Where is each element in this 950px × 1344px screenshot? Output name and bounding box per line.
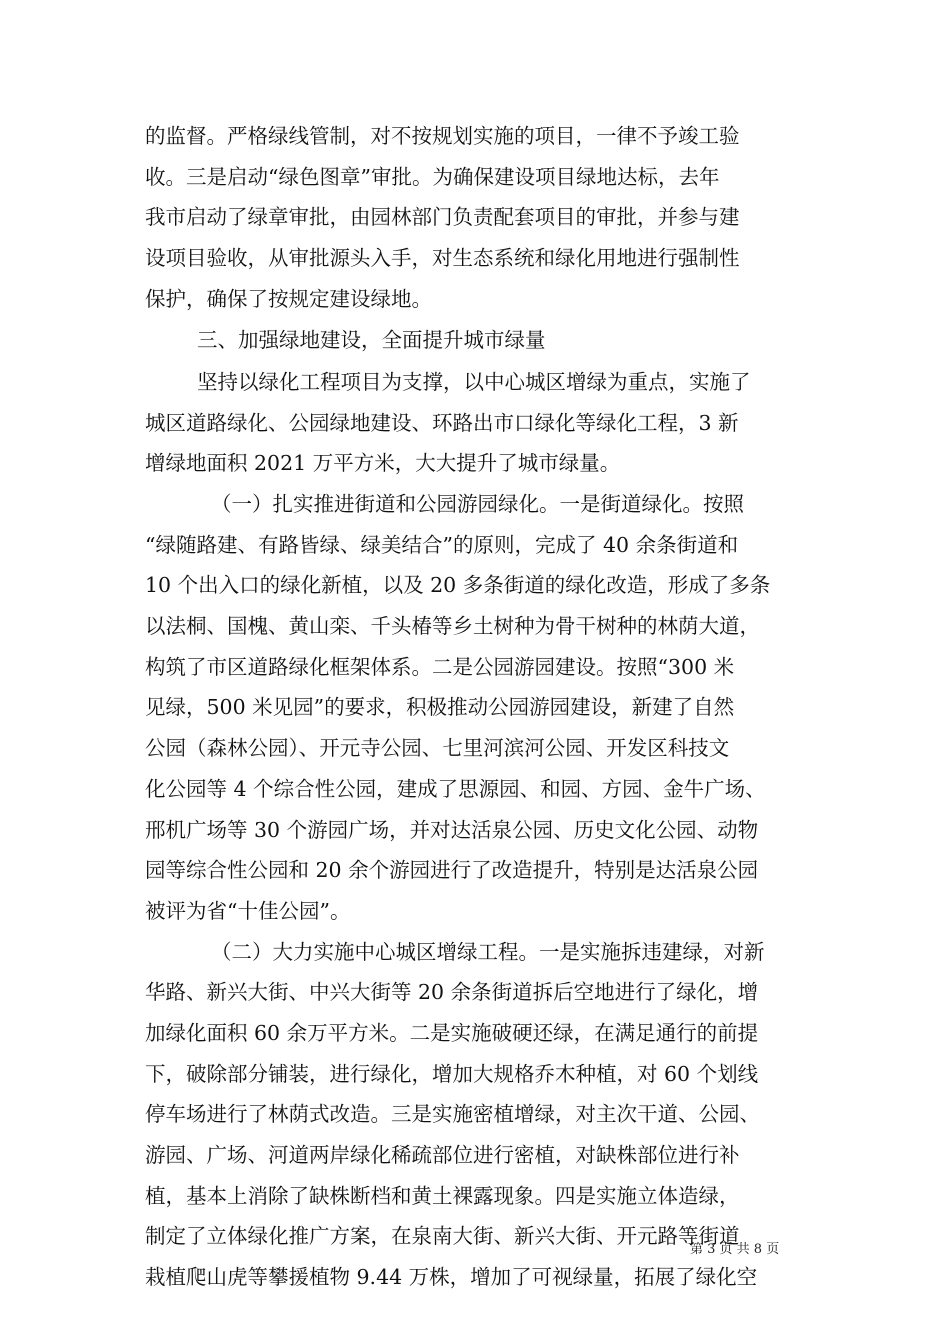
text-line: 我市启动了绿章审批，由园林部门负责配套项目的审批，并参与建 (145, 205, 740, 230)
text-line: 游园、广场、河道两岸绿化稀疏部位进行密植，对缺株部位进行补 (145, 1143, 740, 1167)
text-line: 以法桐、国槐、黄山栾、千头椿等乡土树种为骨干树种的林荫大道， (145, 614, 760, 639)
text-line: 化公园等 4 个综合性公园，建成了思源园、和园、方园、金牛广场、 (145, 776, 766, 801)
subsection-heading-line: （二）大力实施中心城区增绿工程。一是实施拆违建绿，对新 (211, 939, 765, 964)
text-line: 被评为省“十佳公园”。 (145, 898, 351, 923)
document-body (145, 116, 810, 1298)
text-line: 增绿地面积 2021 万平方米，大大提升了城市绿量。 (145, 451, 621, 476)
text-line: “绿随路建、有路皆绿、绿美结合”的原则，完成了 40 余条街道和 (145, 532, 739, 557)
text-line: 制定了立体绿化推广方案，在泉南大街、新兴大街、开元路等街道 (145, 1224, 740, 1249)
text-line: 停车场进行了林荫式改造。三是实施密植增绿，对主次干道、公园、 (145, 1102, 760, 1127)
text-line: 坚持以绿化工程项目为支撑，以中心城区增绿为重点，实施了 (197, 369, 751, 394)
text-line: 植，基本上消除了缺株断档和黄土裸露现象。四是实施立体造绿， (145, 1183, 740, 1208)
text-line: 保护，确保了按规定建设绿地。 (145, 286, 432, 311)
section-heading: 三、加强绿地建设，全面提升城市绿量 (197, 328, 546, 353)
text-line: 园等综合性公园和 20 余个游园进行了改造提升，特别是达活泉公园 (145, 858, 759, 883)
text-line: 10 个出入口的绿化新植，以及 20 多条街道的绿化改造，形成了多条 (145, 573, 771, 598)
text-line: 设项目验收，从审批源头入手，对生态系统和绿化用地进行强制性 (145, 246, 740, 271)
text-line: 城区道路绿化、公园绿地建设、环路出市口绿化等绿化工程，3 新 (145, 410, 739, 435)
text-line: 邢机广场等 30 个游园广场，并对达活泉公园、历史文化公园、动物 (145, 817, 759, 842)
text-line: 加绿化面积 60 余万平方米。二是实施破硬还绿，在满足通行的前提 (145, 1020, 759, 1045)
text-line: 栽植爬山虎等攀援植物 9.44 万株，增加了可视绿量，拓展了绿化空 (145, 1265, 758, 1290)
text-line: 的监督。严格绿线管制，对不按规划实施的项目，一律不予竣工验 (145, 124, 740, 148)
text-line: 收。三是启动“绿色图章”审批。为确保建设项目绿地达标，去年 (145, 164, 720, 189)
page-number: 第 3 页 共 8 页 (690, 1242, 780, 1257)
text-line: 下，破除部分铺装，进行绿化，增加大规格乔木种植，对 60 个划线 (145, 1061, 759, 1086)
subsection-heading-line: （一）扎实推进街道和公园游园绿化。一是街道绿化。按照 (211, 492, 744, 516)
text-line: 公园（森林公园）、开元寺公园、七里河滨河公园、开发区科技文 (145, 736, 730, 761)
text-line: 构筑了市区道路绿化框架体系。二是公园游园建设。按照“300 米 (145, 654, 735, 679)
text-line: 见绿，500 米见园”的要求，积极推动公园游园建设，新建了自然 (145, 695, 735, 720)
text-line: 华路、新兴大街、中兴大街等 20 余条街道拆后空地进行了绿化，增 (145, 980, 759, 1005)
